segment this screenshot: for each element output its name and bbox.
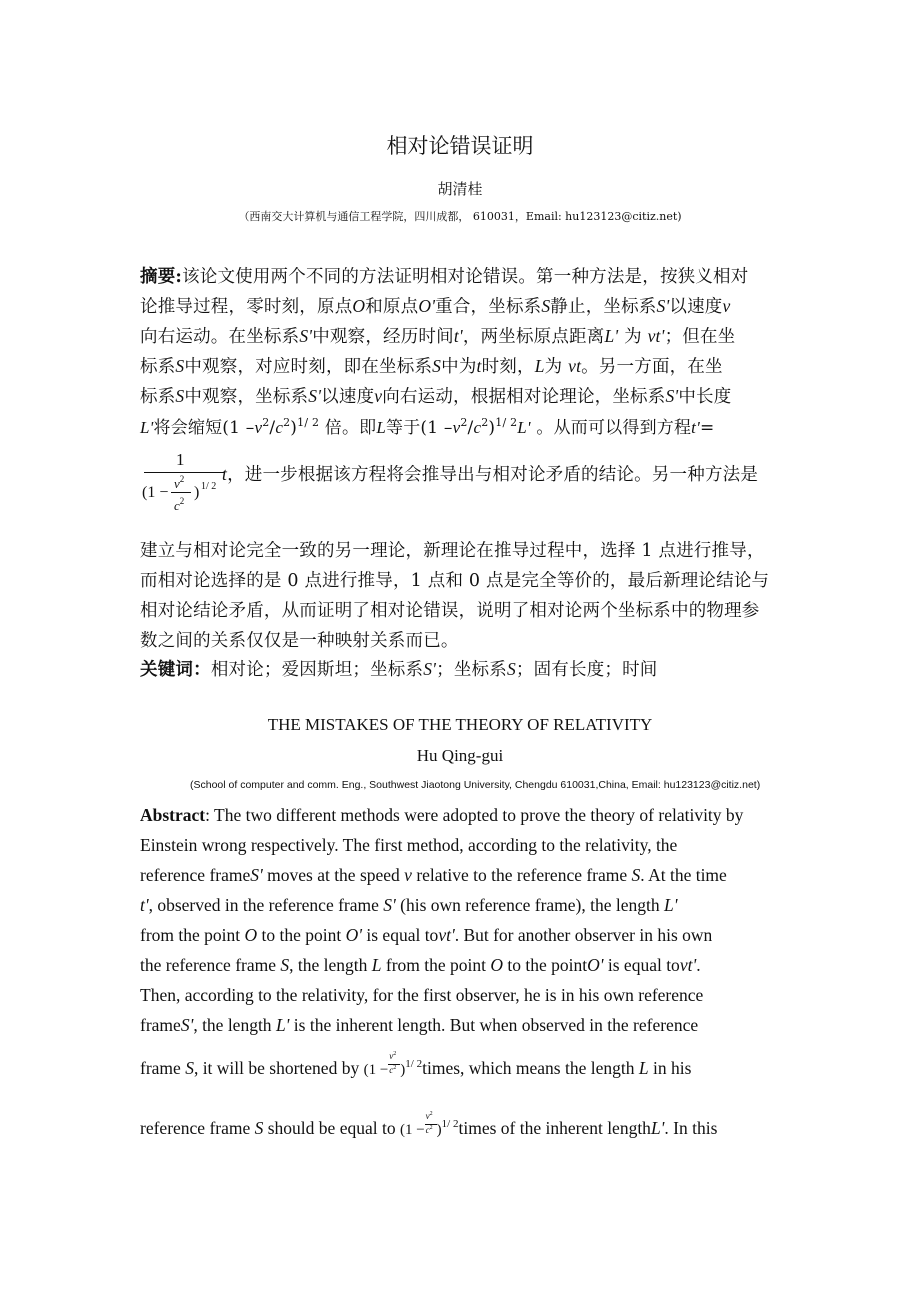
text: 重合，坐标系 <box>435 297 542 317</box>
abstract-cn-line-6 <box>140 413 714 438</box>
abstract-cn-line-8: 建立与相对论完全一致的另一理论，新理论在推导过程中，选择 1 点进行推导， <box>140 541 765 561</box>
abstract-en-line-7: Then, according to the relativity, for the first observer, he is in his own reference <box>140 985 704 1005</box>
text: 标系 <box>140 387 176 407</box>
text: 为 <box>618 327 648 347</box>
math: L' <box>664 895 678 915</box>
text: relative to the reference frame <box>411 865 632 885</box>
math: t <box>222 464 228 484</box>
math: c <box>425 1125 430 1135</box>
math: S' <box>383 895 396 915</box>
abstract-cn-line-11: 数之间的关系仅仅是一种映射关系而已。 <box>140 631 459 651</box>
text: is the inherent length. But when observed in the reference <box>289 1015 699 1035</box>
text: , the length <box>193 1015 276 1035</box>
abstract-label-en: Abstract <box>140 805 206 825</box>
text: times, which means the length <box>422 1058 639 1078</box>
abstract-label-cn: 摘要: <box>140 267 183 287</box>
math: 1/ 2 <box>405 1058 423 1070</box>
paper-title-cn: 相对论错误证明 <box>386 134 534 158</box>
text: 论推导过程，零时刻，原点 <box>140 297 353 317</box>
text: 倍。即 <box>319 418 377 438</box>
math: v <box>254 418 263 437</box>
math: t' <box>691 418 700 437</box>
text: ；坐标系 <box>436 660 507 680</box>
text: reference frame <box>140 865 251 885</box>
math: t <box>476 356 482 376</box>
text: , observed in the reference frame <box>148 895 384 915</box>
math: L <box>638 1058 649 1078</box>
author-en: Hu Qing-gui <box>416 746 504 765</box>
text: 为 <box>544 357 563 377</box>
inline-fraction <box>425 1111 437 1137</box>
abstract-en-line-6 <box>140 955 701 976</box>
math: 2 <box>393 1065 397 1071</box>
math: S <box>506 659 516 679</box>
math: t' <box>140 895 149 915</box>
math: 2 <box>429 1111 433 1117</box>
text: ，进一步根据该方程将会推导出与相对论矛盾的结论。另一种方法是 <box>227 465 759 485</box>
abstract-cn-line-9: 而相对论选择的是 0 点进行推导，1 点和 0 点是完全等价的，最后新理论结论与 <box>140 571 770 591</box>
text: 相对论；爱因斯坦；坐标系 <box>210 660 424 680</box>
math: S' <box>180 1015 194 1035</box>
math: S' <box>308 386 322 406</box>
math: O' <box>345 925 362 945</box>
math: L <box>534 356 545 376</box>
math: L <box>371 955 382 975</box>
text: from the point <box>381 955 491 975</box>
den-close: ) <box>194 484 200 501</box>
math: vt <box>568 356 582 376</box>
abstract-en-line-4 <box>140 895 677 916</box>
paper-title-en: THE MISTAKES OF THE THEORY OF RELATIVITY <box>267 715 653 734</box>
math: O' <box>418 296 436 316</box>
text: in his <box>648 1058 692 1078</box>
math: L' <box>140 418 154 437</box>
math: S <box>432 356 442 376</box>
math: O <box>352 296 366 316</box>
keywords-label-cn: 关键词： <box>140 660 211 680</box>
math: S <box>541 296 551 316</box>
text: 标系 <box>140 357 176 377</box>
affiliation-cn: （西南交大计算机与通信工程学院，四川成都， 610031，Email: hu123123@citiz.net) <box>238 210 682 223</box>
text: 向右运动。在坐标系 <box>140 327 300 347</box>
abstract-cn-line-10: 相对论结论矛盾，从而证明了相对论错误，说明了相对论两个坐标系中的物理参 <box>140 601 760 621</box>
text: 中为 <box>441 357 477 377</box>
math: v <box>374 386 383 406</box>
math: 2 <box>393 1051 397 1057</box>
math: v <box>452 418 461 437</box>
math: (1 − <box>399 1122 425 1138</box>
den-exp: 1/ 2 <box>201 481 217 492</box>
text: 中观察，经历时间 <box>312 327 454 347</box>
text: 。从而可以得到方程 <box>530 418 692 438</box>
text: the reference frame <box>140 955 281 975</box>
math: L' <box>604 326 619 346</box>
abstract-en-line-1 <box>140 805 743 826</box>
math: L' <box>517 418 531 437</box>
math: v <box>404 865 412 885</box>
math: S' <box>656 296 670 316</box>
abstract-en-line-10 <box>140 1111 718 1139</box>
math: S' <box>299 326 313 346</box>
abstract-en-line-3 <box>140 865 727 886</box>
math: L <box>376 418 387 437</box>
math: ) <box>400 1062 406 1078</box>
text: reference frame <box>140 1118 255 1138</box>
math: 2 <box>481 416 489 429</box>
math: S <box>185 1058 194 1078</box>
abstract-en-line-8 <box>140 1015 698 1036</box>
text: 以速度 <box>321 387 375 407</box>
frac-num <box>389 1051 396 1061</box>
text: 等于(1 – <box>386 418 453 438</box>
text: from the point <box>140 925 245 945</box>
math: 1/ 2 <box>297 416 320 429</box>
math: 2 <box>179 474 185 484</box>
abstract-en-line-2: Einstein wrong respectively. The first method, according to the relativity, the <box>140 835 678 855</box>
text: , it will be shortened by <box>193 1058 364 1078</box>
math: 1/ 2 <box>441 1118 459 1130</box>
text: . <box>696 955 701 975</box>
math: 2 <box>262 416 270 429</box>
text: 时刻， <box>481 357 535 377</box>
abstract-en-line-5 <box>140 925 712 946</box>
frac-num <box>426 1111 433 1121</box>
math: S <box>175 386 185 406</box>
text: , the length <box>289 955 372 975</box>
math: 2 <box>429 1125 433 1131</box>
math: L' <box>650 1118 665 1138</box>
math: v <box>722 296 731 316</box>
math: S <box>280 955 290 975</box>
keywords-cn <box>140 656 658 681</box>
math: 1/ 2 <box>495 416 518 429</box>
abstract-cn-line-3 <box>140 323 735 348</box>
text: 。另一方面，在坐 <box>581 357 723 377</box>
equation-fraction <box>140 450 230 520</box>
text: to the point <box>257 925 346 945</box>
text: (his own reference frame), the length <box>395 895 664 915</box>
math: c <box>389 1065 394 1075</box>
text: . In this <box>664 1118 718 1138</box>
affiliation-en: (School of computer and comm. Eng., Southwest Jiaotong University, Chengdu 610031,China, Email: hu123123@citiz.net) <box>190 779 761 791</box>
text: 以速度 <box>669 297 723 317</box>
text: moves at the speed <box>262 865 405 885</box>
math: ) <box>290 418 298 438</box>
math: 2 <box>460 416 468 429</box>
math: c <box>473 418 482 437</box>
text: to the point <box>503 955 588 975</box>
text: 向右运动，根据相对论理论，坐标系 <box>382 387 666 407</box>
text: . But for another observer in his own <box>454 925 713 945</box>
frac-den <box>389 1065 396 1075</box>
text: frame <box>140 1015 181 1035</box>
inner-fraction-bar <box>171 492 191 493</box>
math: O <box>244 925 258 945</box>
math: O' <box>587 955 604 975</box>
math: S <box>631 865 641 885</box>
text: . At the time <box>640 865 727 885</box>
math: vt' <box>438 925 455 945</box>
abstract-cn-line-2 <box>140 293 730 318</box>
abstract-cn-line-4 <box>140 353 723 378</box>
den-open: (1 − <box>142 484 169 501</box>
text: should be equal to <box>263 1118 400 1138</box>
math: c <box>275 418 284 437</box>
text: 中观察，坐标系 <box>184 387 309 407</box>
inline-fraction <box>388 1051 400 1077</box>
text: 将会缩短(1 – <box>153 418 255 438</box>
text: is equal to <box>362 925 439 945</box>
math: S <box>254 1118 264 1138</box>
fraction-numerator: 1 <box>176 450 185 469</box>
math: v <box>389 1051 394 1061</box>
abstract-cn-line-7 <box>222 461 758 486</box>
author-cn: 胡清桂 <box>437 180 483 198</box>
math: = <box>699 418 715 438</box>
math: L' <box>275 1015 290 1035</box>
text: 该论文使用两个不同的方法证明相对论错误。第一种方法是，按狭义相对 <box>182 267 749 287</box>
math: v <box>174 476 180 491</box>
math: 2 <box>283 416 291 429</box>
math: S' <box>423 659 437 679</box>
math: S' <box>250 865 263 885</box>
math: v <box>425 1111 430 1121</box>
text: 中观察，对应时刻，即在坐标系 <box>184 357 433 377</box>
math: vt' <box>679 955 697 975</box>
math: ) <box>436 1122 442 1138</box>
frac-den <box>426 1125 433 1135</box>
math: O <box>490 955 504 975</box>
text: 静止，坐标系 <box>550 297 657 317</box>
abstract-cn-line-1 <box>140 263 748 288</box>
text: ，两坐标原点距离 <box>462 327 605 347</box>
math: S <box>175 356 185 376</box>
math: ) <box>488 418 496 438</box>
den-v <box>174 474 184 492</box>
text: 和原点 <box>365 297 419 317</box>
abstract-en-line-9 <box>140 1051 692 1079</box>
math: t' <box>453 326 463 346</box>
math: c <box>174 498 180 513</box>
math: / <box>467 418 474 438</box>
text: ；但在坐 <box>664 327 736 347</box>
fraction-bar <box>144 472 224 473</box>
math: S' <box>665 386 679 406</box>
math: 2 <box>179 496 185 506</box>
math: vt' <box>647 326 665 346</box>
text: times of the inherent length <box>458 1118 651 1138</box>
math: / <box>269 418 276 438</box>
text: is equal to <box>603 955 680 975</box>
abstract-cn-line-5 <box>140 383 731 408</box>
text: : The two different methods were adopted to prove the theory of relativity by <box>205 805 744 825</box>
text: 中长度 <box>678 387 732 407</box>
den-c <box>174 496 184 514</box>
text: ；固有长度；时间 <box>515 660 658 680</box>
math: (1 − <box>363 1062 389 1078</box>
text: frame <box>140 1058 186 1078</box>
